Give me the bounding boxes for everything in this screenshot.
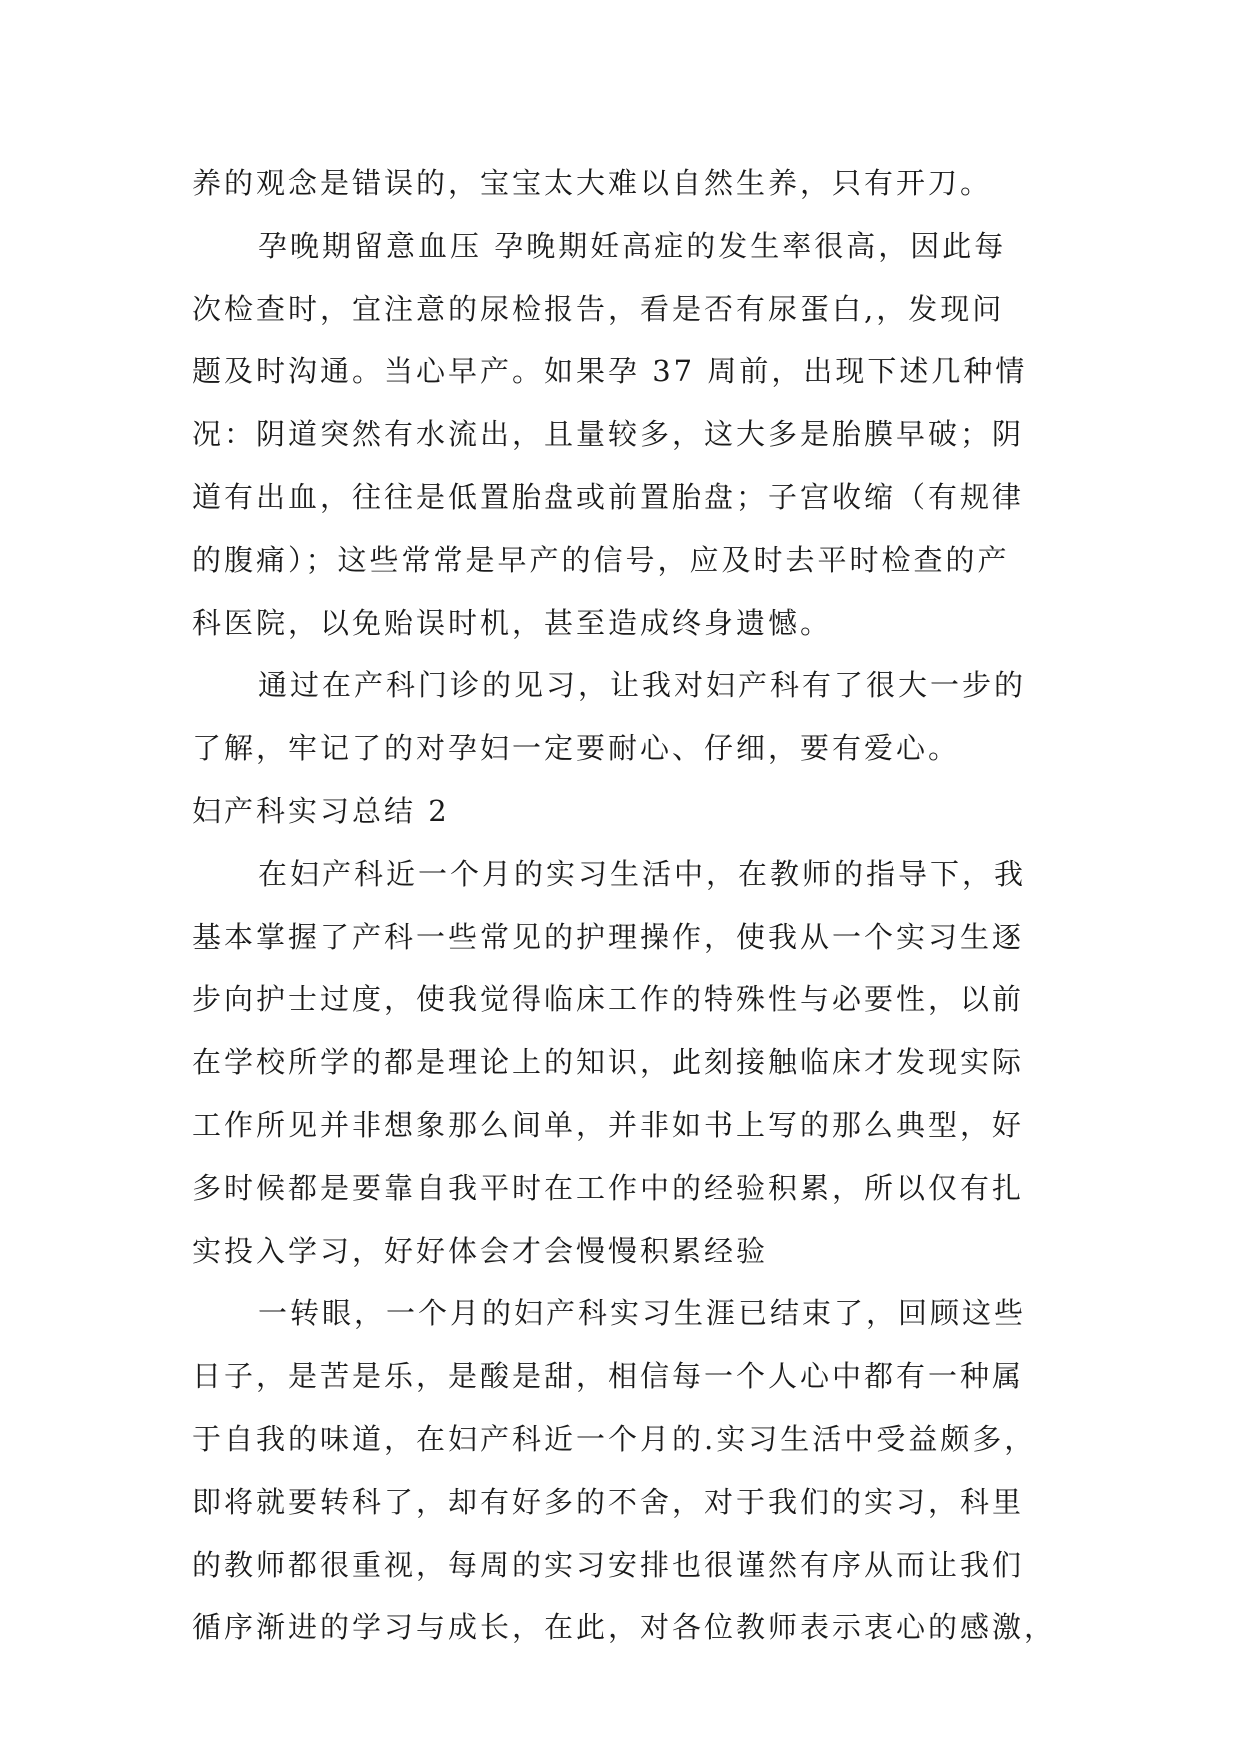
- text-line: 科医院，以免贻误时机，甚至造成终身遗憾。: [192, 605, 833, 640]
- text-line: 工作所见并非想象那么间单，并非如书上写的那么典型，好: [192, 1107, 1025, 1142]
- text-line: 道有出血，往往是低置胎盘或前置胎盘；子宫收缩（有规律: [192, 479, 1025, 514]
- text-line: 步向护士过度，使我觉得临床工作的特殊性与必要性，以前: [192, 982, 1025, 1017]
- text-line: 日子，是苦是乐，是酸是甜，相信每一个人心中都有一种属: [192, 1359, 1025, 1394]
- text-line: 的腹痛）；这些常常是早产的信号，应及时去平时检查的产: [192, 542, 1010, 577]
- text-line: 养的观念是错误的，宝宝太大难以自然生养，只有开刀。: [192, 166, 993, 200]
- text-line: 孕晚期留意血压 孕晚期妊高症的发生率很高，因此每: [258, 228, 1007, 263]
- text-line: 一转眼，一个月的妇产科实习生涯已结束了，回顾这些: [258, 1296, 1027, 1331]
- text-line: 妇产科实习总结 2: [192, 793, 450, 828]
- text-line: 基本掌握了产科一些常见的护理操作，使我从一个实习生逐: [192, 919, 1025, 954]
- text-line: 的教师都很重视，每周的实习安排也很谨然有序从而让我们: [192, 1547, 1025, 1582]
- text-line: 况：阴道突然有水流出，且量较多，这大多是胎膜早破；阴: [192, 417, 1025, 452]
- text-line: 通过在产科门诊的见习，让我对妇产科有了很大一步的: [258, 668, 1027, 703]
- text-line: 了解，牢记了的对孕妇一定要耐心、仔细，要有爱心。: [192, 731, 961, 766]
- text-line: 即将就要转科了，却有好多的不舍，对于我们的实习，科里: [192, 1484, 1025, 1519]
- text-line: 多时候都是要靠自我平时在工作中的经验积累，所以仅有扎: [192, 1170, 1025, 1205]
- text-line: 在妇产科近一个月的实习生活中，在教师的指导下，我: [258, 856, 1027, 891]
- document-body: [192, 152, 1057, 1659]
- text-line: 题及时沟通。当心早产。如果孕 37 周前，出现下述几种情: [192, 354, 1028, 389]
- text-line: 于自我的味道，在妇产科近一个月的.实习生活中受益颇多，: [192, 1421, 1037, 1456]
- text-line: 次检查时，宜注意的尿检报告，看是否有尿蛋白,，发现问: [192, 291, 1005, 326]
- text-line: 循序渐进的学习与成长，在此，对各位教师表示衷心的感激，: [192, 1610, 1057, 1645]
- text-line: 实投入学习，好好体会才会慢慢积累经验: [192, 1233, 769, 1268]
- text-line: 在学校所学的都是理论上的知识，此刻接触临床才发现实际: [192, 1045, 1025, 1080]
